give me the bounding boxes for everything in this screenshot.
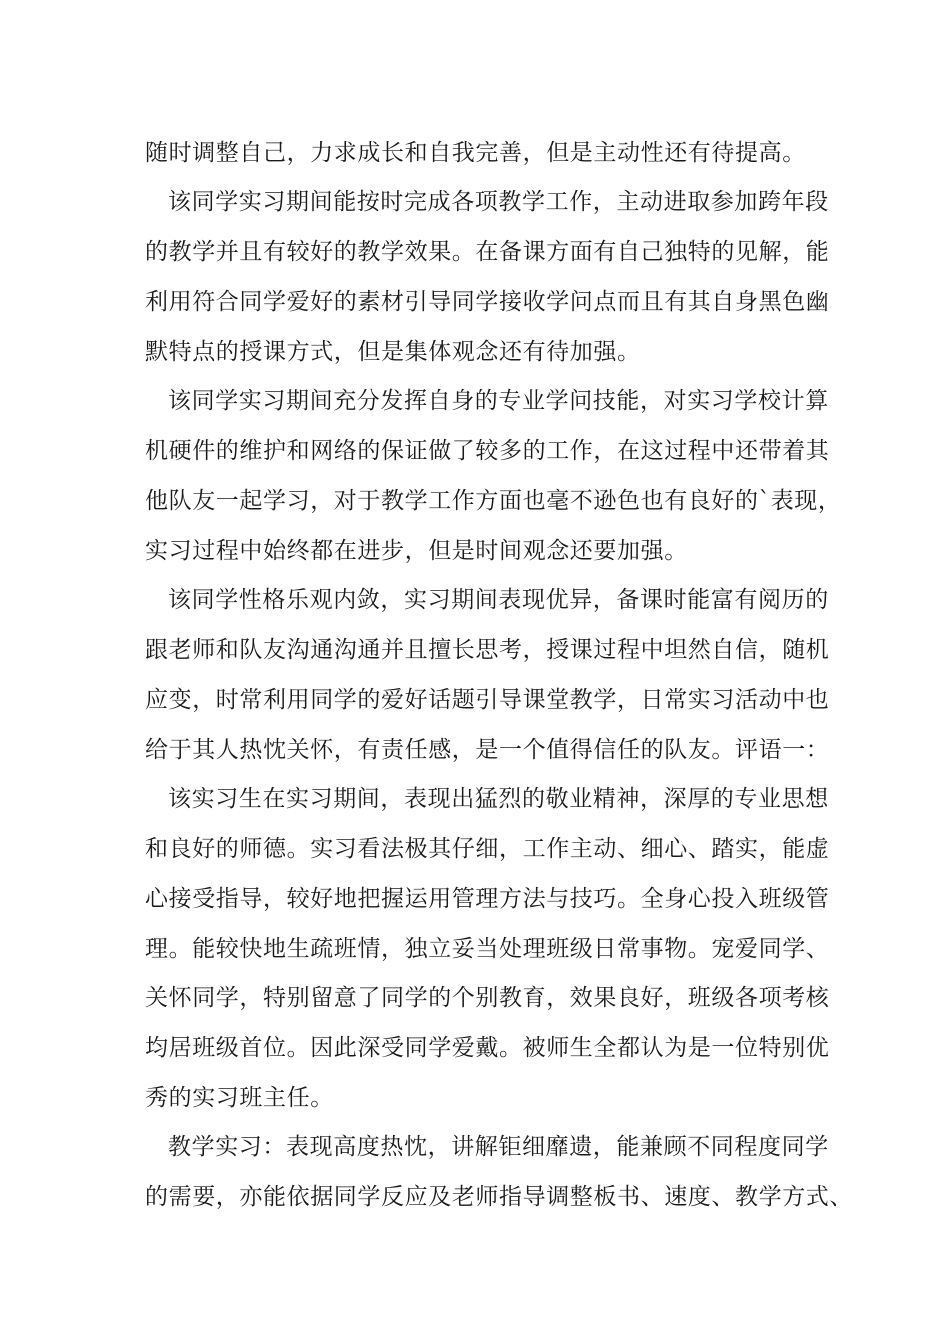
text-line: 秀的实习班主任。: [145, 1085, 334, 1111]
text-line: 理。能较快地生疏班情，独立妥当处理班级日常事物。宠爱同学、: [145, 936, 830, 962]
text-line: 的需要，亦能依据同学反应及老师指导调整板书、速度、教学方式、: [145, 1184, 853, 1210]
paragraph-start-line: 该同学性格乐观内敛，实习期间表现优异，备课时能富有阅历的: [168, 587, 829, 613]
text-line: 他队友一起学习，对于教学工作方面也毫不逊色也有良好的`表现，: [145, 488, 842, 514]
text-line: 机硬件的维护和网络的保证做了较多的工作，在这过程中还带着其: [145, 438, 830, 464]
text-line: 应变，时常利用同学的爱好话题引导课堂教学，日常实习活动中也: [145, 687, 830, 713]
text-line: 给于其人热忱关怀，有责任感，是一个值得信任的队友。评语一：: [145, 737, 830, 763]
paragraph-start-line: 该同学实习期间能按时完成各项教学工作，主动进取参加跨年段: [168, 189, 829, 215]
text-line: 实习过程中始终都在进步，但是时间观念还要加强。: [145, 538, 688, 564]
paragraph-start-line: 该同学实习期间充分发挥自身的专业学问技能，对实习学校计算: [168, 388, 829, 414]
paragraph-start-line: 教学实习：表现高度热忱，讲解钜细靡遗，能兼顾不同程度同学: [168, 1134, 829, 1160]
text-line: 跟老师和队友沟通沟通并且擅长思考，授课过程中坦然自信，随机: [145, 637, 830, 663]
paragraph-start-line: 该实习生在实习期间，表现出猛烈的敬业精神，深厚的专业思想: [168, 786, 829, 812]
text-line: 利用符合同学爱好的素材引导同学接收学问点而且有其自身黑色幽: [145, 289, 830, 315]
text-line: 均居班级首位。因此深受同学爱戴。被师生全都认为是一位特别优: [145, 1035, 830, 1061]
text-line: 和良好的师德。实习看法极其仔细，工作主动、细心、踏实，能虚: [145, 836, 830, 862]
text-line: 随时调整自己，力求成长和自我完善，但是主动性还有待提高。: [145, 140, 806, 166]
text-line: 默特点的授课方式，但是集体观念还有待加强。: [145, 339, 641, 365]
text-line: 关怀同学，特别留意了同学的个别教育，效果良好，班级各项考核: [145, 985, 830, 1011]
text-line: 心接受指导，较好地把握运用管理方法与技巧。全身心投入班级管: [145, 886, 830, 912]
text-line: 的教学并且有较好的教学效果。在备课方面有自己独特的见解，能: [145, 239, 830, 265]
